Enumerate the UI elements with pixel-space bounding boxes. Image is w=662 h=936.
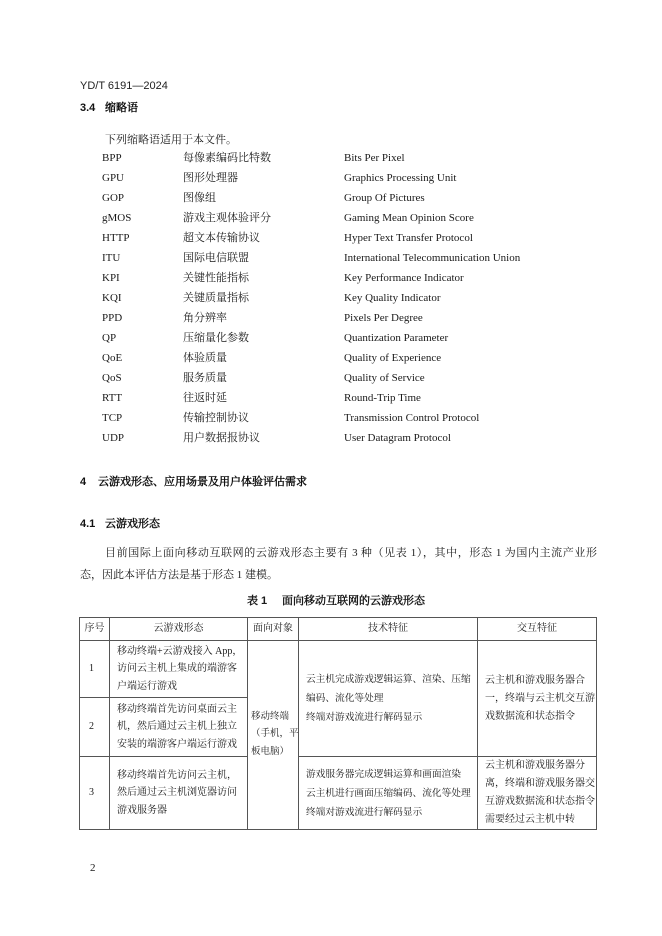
cell-line: 游戏服务器 [117, 804, 167, 816]
abbreviation: QP [102, 332, 117, 344]
abbreviation-english: Quality of Service [344, 372, 425, 384]
abbreviation: KPI [102, 272, 120, 284]
abbreviation-chinese: 压缩量化参数 [183, 332, 249, 344]
abbreviation: QoE [102, 352, 123, 364]
abbreviation: HTTP [102, 232, 130, 244]
cell-line: 板电脑） [251, 746, 290, 757]
header-interaction: 交互特征 [478, 618, 597, 641]
abbreviation-chinese: 关键质量指标 [183, 292, 249, 304]
abbreviation-row [0, 168, 662, 188]
cell-line: 然后通过云主机浏览器访问 [117, 787, 237, 799]
cell-line: 需要经过云主机中转 [485, 814, 575, 825]
tech-cell [299, 641, 478, 757]
abbreviation: PPD [102, 312, 123, 324]
cell-line: 云主机和游戏服务器分 [485, 760, 585, 771]
abbreviation-row [0, 348, 662, 368]
abbreviation-english: Key Performance Indicator [344, 272, 464, 284]
abbreviation-chinese: 图像组 [183, 192, 216, 204]
abbreviation-row [0, 208, 662, 228]
cell-line: 访问云主机上集成的端游客 [117, 663, 237, 675]
cell-line: 离，终端和游戏服务器交 [485, 778, 595, 789]
section-4-1-title: 云游戏形态 [105, 518, 160, 530]
abbreviation-english: Key Quality Indicator [344, 292, 441, 304]
cell-line: 戏数据流和状态指令 [485, 710, 575, 722]
paragraph-line: 目前国际上面向移动互联网的云游戏形态主要有 3 种（见表 1），其中，形态 1 为国内主流产业形 [105, 547, 597, 559]
abbreviation-chinese: 传输控制协议 [183, 412, 249, 424]
abbreviation-chinese: 角分辨率 [183, 312, 227, 324]
cell-line: 户端运行游戏 [117, 680, 177, 692]
target-cell [248, 641, 299, 830]
abbreviation-english: Quality of Experience [344, 352, 442, 364]
cell-line: 移动终端+云游戏接入 App， [117, 645, 243, 657]
abbreviation-english: Graphics Processing Unit [344, 172, 457, 184]
page-number: 2 [90, 862, 96, 874]
cell-line: 编码、流化等处理 [306, 693, 384, 704]
abbreviation-chinese: 体验质量 [183, 352, 227, 364]
abbreviation-chinese: 每像素编码比特数 [183, 152, 271, 164]
cell-line: 终端对游戏流进行解码显示 [306, 806, 423, 818]
cell-line: 终端对游戏流进行解码显示 [306, 712, 423, 723]
header-target: 面向对象 [248, 618, 299, 641]
abbreviation: GOP [102, 192, 125, 204]
cell-line: 移动终端首先访问桌面云主 [117, 703, 237, 715]
abbreviation-chinese: 国际电信联盟 [183, 252, 249, 264]
document-code: YD/T 6191—2024 [80, 80, 168, 92]
abbreviations-intro: 下列缩略语适用于本文件。 [105, 134, 237, 146]
abbreviation-chinese: 超文本传输协议 [183, 232, 260, 244]
cloud-gaming-forms-table [79, 617, 597, 830]
table-row [80, 757, 597, 830]
table-header-row [80, 618, 597, 641]
abbreviation: RTT [102, 392, 123, 404]
cell-line: 云主机和游戏服务器合 [485, 674, 585, 686]
paragraph-line: 态，因此本评估方法是基于形态 1 建模。 [80, 569, 278, 581]
abbreviation-english: Quantization Parameter [344, 332, 449, 344]
cell-line: 一，终端与云主机交互游 [485, 692, 595, 704]
header-no: 序号 [80, 618, 110, 641]
section-3-4-title: 缩略语 [105, 102, 138, 114]
abbreviation-chinese: 关键性能指标 [183, 272, 249, 284]
cell-line: （手机，平 [251, 729, 299, 740]
abbreviation-english: Transmission Control Protocol [344, 412, 480, 424]
abbreviation-english: Gaming Mean Opinion Score [344, 212, 474, 224]
abbreviation-chinese: 往返时延 [183, 392, 227, 404]
header-form: 云游戏形态 [110, 618, 248, 641]
section-3-4-number: 3.4 [80, 102, 96, 114]
abbreviation-english: Hyper Text Transfer Protocol [344, 232, 473, 244]
abbreviation: ITU [102, 252, 121, 264]
tech-cell [299, 757, 478, 830]
abbreviation-row [0, 148, 662, 168]
abbreviation-row [0, 268, 662, 288]
abbreviation-row [0, 328, 662, 348]
abbreviation-row [0, 288, 662, 308]
abbreviation-english: User Datagram Protocol [344, 432, 451, 444]
cell-line: 互游戏数据流和状态指令 [485, 796, 595, 807]
section-4-1-number: 4.1 [80, 518, 96, 530]
cell-line: 移动终端首先访问云主机， [117, 769, 237, 781]
table-caption-number: 表 1 [247, 595, 268, 607]
header-tech: 技术特征 [299, 618, 478, 641]
section-4-number: 4 [80, 476, 87, 488]
abbreviation-row [0, 188, 662, 208]
abbreviation-chinese: 游戏主观体验评分 [183, 212, 271, 224]
abbreviation: QoS [102, 372, 122, 384]
abbreviation-row [0, 248, 662, 268]
abbreviation-chinese: 图形处理器 [183, 172, 238, 184]
table-caption-title: 面向移动互联网的云游戏形态 [282, 595, 425, 607]
abbreviation-row [0, 228, 662, 248]
abbreviation-english: Pixels Per Degree [344, 312, 423, 324]
abbreviation-english: Bits Per Pixel [344, 152, 405, 164]
form-cell [110, 641, 248, 698]
interaction-cell [478, 757, 597, 830]
abbreviation: GPU [102, 172, 125, 184]
abbreviation-english: Round-Trip Time [344, 392, 421, 404]
abbreviation: KQI [102, 292, 122, 304]
abbreviation: UDP [102, 432, 125, 444]
cell-line: 移动终端 [251, 711, 290, 722]
abbreviation-list [0, 148, 662, 448]
abbreviation-row [0, 408, 662, 428]
cell-line: 游戏服务器完成逻辑运算和画面渲染 [306, 768, 461, 780]
cell-line: 云主机进行画面压缩编码、流化等处理 [306, 787, 471, 799]
abbreviation: gMOS [102, 212, 132, 224]
abbreviation: TCP [102, 412, 123, 424]
row-number: 2 [80, 698, 110, 757]
cell-line: 云主机完成游戏逻辑运算、渲染、压缩 [306, 674, 471, 685]
abbreviation-chinese: 服务质量 [183, 372, 227, 384]
section-4-title: 云游戏形态、应用场景及用户体验评估需求 [98, 476, 307, 488]
abbreviation-english: International Telecommunication Union [344, 252, 521, 264]
abbreviation-row [0, 428, 662, 448]
abbreviation: BPP [102, 152, 122, 164]
row-number: 3 [80, 757, 110, 830]
abbreviation-chinese: 用户数据报协议 [183, 432, 260, 444]
row-number: 1 [80, 641, 110, 698]
table-row [80, 641, 597, 698]
form-cell [110, 757, 248, 830]
interaction-cell [478, 641, 597, 757]
form-cell [110, 698, 248, 757]
abbreviation-row [0, 388, 662, 408]
cell-line: 机，然后通过云主机上独立 [117, 721, 237, 733]
abbreviation-row [0, 308, 662, 328]
cell-line: 安装的端游客户端运行游戏 [117, 738, 237, 750]
abbreviation-english: Group Of Pictures [344, 192, 425, 204]
abbreviation-row [0, 368, 662, 388]
